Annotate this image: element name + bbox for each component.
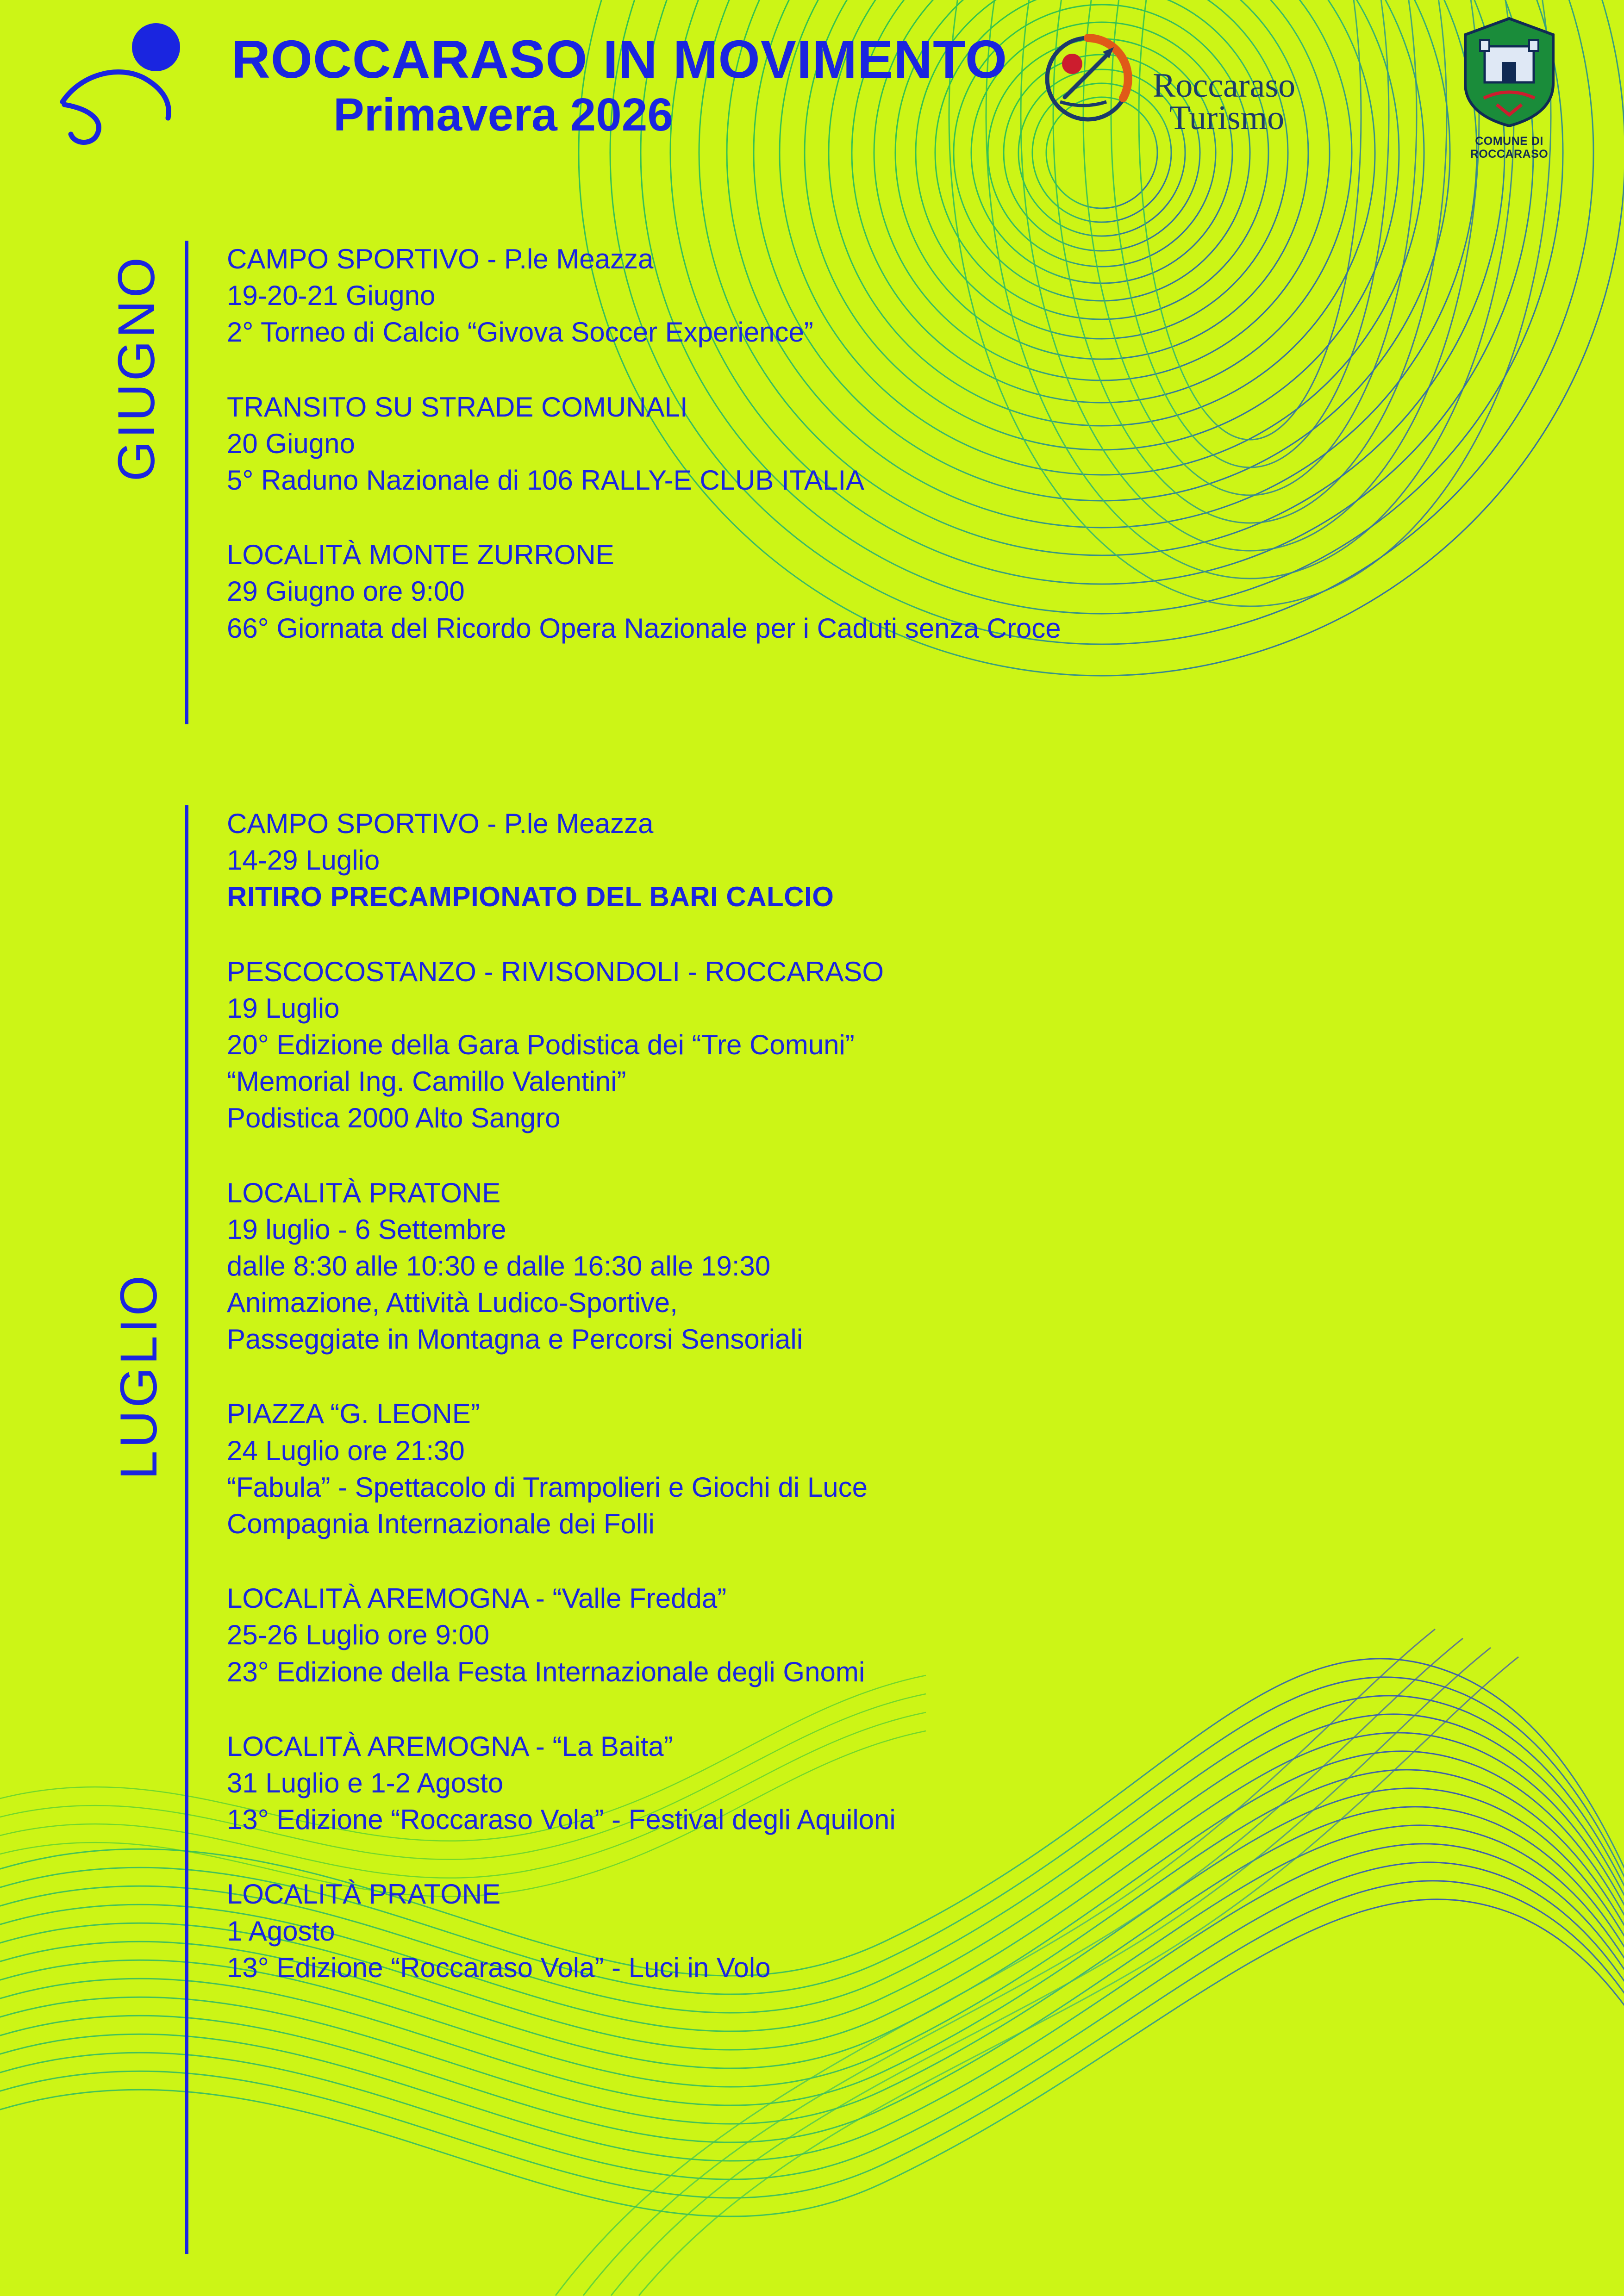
event-line: PESCOCOSTANZO - RIVISONDOLI - ROCCARASO xyxy=(227,956,884,987)
comune-caption xyxy=(1449,135,1569,161)
event-line: Podistica 2000 Alto Sangro xyxy=(227,1102,561,1134)
event-line: 31 Luglio e 1-2 Agosto xyxy=(227,1767,504,1798)
event-item xyxy=(227,389,1593,499)
event-line: 19-20-21 Giugno xyxy=(227,280,436,311)
event-line: RITIRO PRECAMPIONATO DEL BARI CALCIO xyxy=(227,881,834,913)
event-line: 14-29 Luglio xyxy=(227,845,380,876)
event-line: TRANSITO SU STRADE COMUNALI xyxy=(227,391,688,423)
event-line: LOCALITÀ MONTE ZURRONE xyxy=(227,539,614,571)
event-line: Animazione, Attività Ludico-Sportive, xyxy=(227,1287,678,1319)
event-line: 66° Giornata del Ricordo Opera Nazionale per i Caduti senza Croce xyxy=(227,612,1061,644)
event-line: CAMPO SPORTIVO - P.le Meazza xyxy=(227,243,654,274)
event-item xyxy=(227,1395,1593,1542)
page-subtitle: Primavera 2026 xyxy=(333,89,673,141)
turismo-wordmark xyxy=(1153,69,1295,135)
event-line: 13° Edizione “Roccaraso Vola” - Festival degli Aquiloni xyxy=(227,1804,896,1836)
event-item xyxy=(227,1580,1593,1690)
event-line: LOCALITÀ PRATONE xyxy=(227,1879,501,1910)
month-rule-giugno xyxy=(185,241,188,724)
runner-logo-icon xyxy=(49,19,201,153)
event-line: 2° Torneo di Calcio “Givova Soccer Experience” xyxy=(227,317,813,348)
event-item xyxy=(227,805,1593,915)
page-title: ROCCARASO IN MOVIMENTO xyxy=(231,29,1008,89)
event-line: 20 Giugno xyxy=(227,428,355,459)
event-item xyxy=(227,536,1593,647)
event-line: Compagnia Internazionale dei Folli xyxy=(227,1508,655,1539)
event-line: 5° Raduno Nazionale di 106 RALLY-E CLUB ITALIA xyxy=(227,464,865,496)
events-luglio xyxy=(227,805,1593,1986)
month-label-giugno: GIUGNO xyxy=(107,255,165,482)
comune-caption-line-2: ROCCARASO xyxy=(1470,148,1549,161)
event-line: LOCALITÀ PRATONE xyxy=(227,1177,501,1208)
turismo-line-2: Turismo xyxy=(1169,99,1285,137)
event-line: 13° Edizione “Roccaraso Vola” - Luci in Volo xyxy=(227,1952,771,1983)
month-label-luglio: LUGLIO xyxy=(110,1273,168,1480)
event-item xyxy=(227,1728,1593,1838)
event-line: LOCALITÀ AREMOGNA - “La Baita” xyxy=(227,1730,673,1762)
event-line: Passeggiate in Montagna e Percorsi Sensoriali xyxy=(227,1324,803,1355)
event-item xyxy=(227,1876,1593,1986)
event-item xyxy=(227,241,1593,351)
comune-logo xyxy=(1449,14,1569,167)
poster-header xyxy=(0,0,1624,208)
event-line: 19 luglio - 6 Settembre xyxy=(227,1213,506,1245)
event-item xyxy=(227,1175,1593,1358)
month-rule-luglio xyxy=(185,805,188,2254)
event-line: 1 Agosto xyxy=(227,1915,335,1947)
event-line: 29 Giugno ore 9:00 xyxy=(227,576,465,607)
event-line: 19 Luglio xyxy=(227,992,340,1024)
event-line: 25-26 Luglio ore 9:00 xyxy=(227,1619,490,1651)
turismo-line-1: Roccaraso xyxy=(1153,67,1296,105)
title-block xyxy=(231,29,1018,141)
event-line: 23° Edizione della Festa Internazionale degli Gnomi xyxy=(227,1656,865,1687)
event-line: 20° Edizione della Gara Podistica dei “Tre Comuni” xyxy=(227,1029,855,1060)
event-line: CAMPO SPORTIVO - P.le Meazza xyxy=(227,808,654,839)
event-line: “Memorial Ing. Camillo Valentini” xyxy=(227,1066,626,1097)
events-giugno xyxy=(227,241,1593,647)
event-line: “Fabula” - Spettacolo di Trampolieri e Giochi di Luce xyxy=(227,1471,868,1503)
event-line: LOCALITÀ AREMOGNA - “Valle Fredda” xyxy=(227,1583,727,1614)
event-item xyxy=(227,953,1593,1137)
event-line: 24 Luglio ore 21:30 xyxy=(227,1435,465,1466)
comune-caption-line-1: COMUNE DI xyxy=(1475,135,1543,148)
comune-crest-icon xyxy=(1456,14,1562,130)
event-line: dalle 8:30 alle 10:30 e dalle 16:30 alle 19:30 xyxy=(227,1250,771,1282)
event-line: PIAZZA “G. LEONE” xyxy=(227,1398,480,1430)
